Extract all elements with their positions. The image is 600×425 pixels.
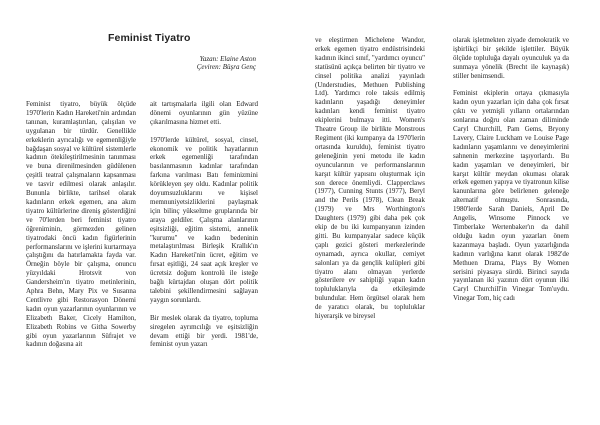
paragraph: 1970'lerde kültürel, sosyal, cinsel, ekonomik ve politik hayatlarının erkek egemenliği tarafından basılanmasının kadınlar tarafından farkına varılması Batı feminizmini körükleyen şey oldu. Kadınlar politik doyumsuzluklarını ve kişisel memnuniyetsizliklerini paylaşmak için bilinç yükseltme gruplarında bir araya geldiler. Çalışma alanlarının eşitsizliği, eğitim sistemi, annelik "kurumu" ve kadın bedeninin metalaştırılması Birleşik Krallık'ın Kadın Hareketi'nin ücret, eğitim ve fırsat eşitliği, 24 saat açık kreşler ve ücretsiz doğum kontrolü ile isteğe bağlı kürtajdan oluşan dört politik talebini şekillendirmesini sağlayan yaygın sorunlardı. bbox=[150, 135, 258, 304]
text-column-2 bbox=[150, 100, 258, 358]
author-line: Yazan: Elaine Aston bbox=[199, 55, 256, 63]
translator-line: Çeviren: Büşra Genç bbox=[196, 63, 256, 72]
paragraph: ait tartışmalarla ilgili olan Edward dönemi oyunlarının gün yüzüne çıkarılmasına hizmet etti. bbox=[150, 100, 258, 126]
paragraph: Bir meslek olarak da tiyatro, topluma siregelen ayrımcılığı ve eşitsizliğin devam ettiği bir yerdi. 1981'de, feminist oyun yazarı bbox=[150, 313, 258, 349]
text-column-1 bbox=[26, 100, 136, 358]
text-column-4 bbox=[453, 36, 569, 312]
paragraph: olarak işletmekten ziyade demokratik ve işbirlikçi bir şekilde işlettiler. Büyük ölçüde topluluğa dayalı oyunculuk ya da sunmaya yönelik (Brecht ile kaynaşık) stiller benimsendi. bbox=[453, 36, 569, 80]
paragraph: ve eleştirmen Michelene Wandor, erkek egemen tiyatro endüstrisindeki kadının ikinci sınıf, "yardımcı oyuncu" statüsünü açıkça belirten bir tiyatro ve cinsel politika analizi yayınladı (Understudies, Methuen Publishing Ltd). Yardımcı role taksis edilmiş kadınların yaşadığı deneyimler kadınları kendi feminist tiyatro ekiplerini bulmaya itti. Women's Theatre Group ile birlikte Monstrous Regiment (iki kumpanya da 1970'lerin ortasında kuruldu), feminist tiyatro geleneğinin yeni metodu ile kadın oyuncularının ve performanslarının karşıt kültür yapısını oluşturmak için son derece önemliydi. Clapperclaws (1977), Cunning Stunts (1977), Beryl and the Perils (1978), Clean Break (1979) ve Mrs Worthington's Daughters (1979) gibi daha pek çok ekip de bu iki kumpanyanın izinden gitti. Bu kumpanyalar sadece küçük çaplı gezici gösteri merkezlerinde oynamadı, ayrıca okullar, cemiyet salonları ya da gençlik kulüpleri gibi tiyatro alanı olmayan yerlerde gösterilere ev sahipliği yapan kadın topluluklarıyla da etkileşimde bulundular. Hem örgütsel olarak hem de yaratıcı olarak, bu topluluklar hiyerarşik ve bireysel bbox=[315, 36, 425, 321]
text-column-3 bbox=[315, 36, 425, 330]
article-title: Feminist Tiyatro bbox=[108, 32, 191, 44]
article-credits bbox=[180, 55, 256, 71]
paragraph: Feminist ekiplerin ortaya çıkmasıyla kadın oyun yazarları için daha çok fırsat çıktı ve yetmişli yılların ortalarından sonlarına doğru olan zaman diliminde Caryl Churchill, Pam Gems, Bryony Lavery, Claire Luckham ve Louise Page kadınların yaşamlarını ve deneyimlerini sahnenin merkezine taşıyorlardı. Bu kadın yaşamları ve deneyimleri, bir karşıt kültür meydan okuması olarak erkek egemen yapıya ve tiyatronun kilise kanunlarına göre belirlenen geleneğe alternatif olmuştu. Sonrasında, 1980'lerde Sarah Daniels, April De Angelis, Winsome Pinnock ve Timberlake Wertenbaker'ın da dahil olduğu kadın oyun yazarları önem kazanmaya başladı. Oyun yazarlığında kadının varlığına kanıt olarak 1982'de Methuen Drama, Plays By Women serisini piyasaya sürdü. Birinci sayıda yayınlanan iki yazının dört oyunun ilki Caryl Churchill'in Vinegar Tom'uydu. Vinegar Tom, hiç cadı bbox=[453, 89, 569, 303]
paragraph: Feminist tiyatro, büyük ölçüde 1970'lerin Kadın Hareketi'nin ardından tanınan, kuramlaştırılan, çalışılan ve uygulanan bir türdür. Genellikle erkeklerin ayrıcalığı ve egemenliğiyle bağdaşan sosyal ve kültürel sistemlerle kadının ötekileştirilmesinin tanınması ve buna direnilmesinden güdülenen çeşitli teatral çalışmaların kapsanması ve tasvir edilmesi olarak anlaşılır. Bununla birlikte, tarihsel olarak kadınların erkek egemen, ana akım tiyatro kültürlerine direniş gösterdiğini ve 70'lerden beri feminist tiyatro öğreniminin, görmezden gelinen tiyatrodaki öncü kadın figürlerinin performanslarını ve işlerini kurtarmaya çalıştığını da hatırlamakta fayda var. Örneğin böyle bir çalışma, onuncu yüzyıldaki Hrotsvit von Gandersheim'ın tiyatro metinlerinin, Aphra Behn, Mary Pix ve Susanna Centlivre gibi Restorasyon Dönemi kadın oyun yazarlarının oyunlarının ve Elizabeth Baker, Cicely Hamilton, Elizabeth Robins ve Githa Sowerby gibi oyun yazarlarının Süfrajet ve kadının doğasına ait bbox=[26, 100, 136, 349]
